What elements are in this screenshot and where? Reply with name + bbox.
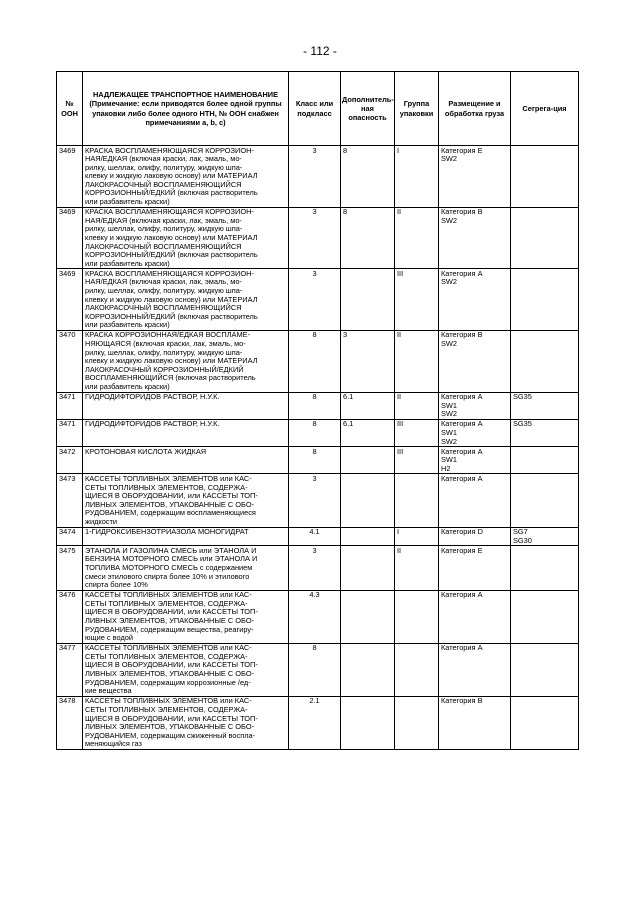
stowage-cell: Категория A: [439, 590, 511, 643]
table-row: [57, 696, 579, 749]
subsidiary-risk-cell: [341, 474, 395, 527]
packing-group-cell: [395, 590, 439, 643]
segregation-cell: [511, 590, 579, 643]
stowage-cell: Категория E: [439, 546, 511, 590]
class-cell: 4.1: [289, 527, 341, 546]
class-cell: 8: [289, 447, 341, 474]
un-number-cell: 3475: [57, 546, 83, 590]
packing-group-cell: III: [395, 419, 439, 446]
header-segregation: Сегрега-ция: [511, 72, 579, 146]
header-proper-shipping-name: [83, 72, 289, 146]
stowage-cell: Категория A SW1 SW2: [439, 419, 511, 446]
table-row: [57, 419, 579, 446]
class-cell: 8: [289, 392, 341, 419]
shipping-name-cell: КАССЕТЫ ТОПЛИВНЫХ ЭЛЕМЕНТОВ или КАС- СЕТЫ ТОПЛИВНЫХ ЭЛЕМЕНТОВ, СОДЕРЖА- ЩИЕСЯ В ОБОРУДОВАНИИ, или КАССЕТЫ ТОП- ЛИВНЫХ ЭЛЕМЕНТОВ, УПАКОВАННЫЕ С ОБО- РУДОВАНИЕМ, содержащим воспламеняющиеся жидкости: [83, 474, 289, 527]
table-row: [57, 447, 579, 474]
segregation-cell: [511, 474, 579, 527]
class-cell: 3: [289, 146, 341, 208]
table-row: [57, 590, 579, 643]
shipping-name-cell: КАССЕТЫ ТОПЛИВНЫХ ЭЛЕМЕНТОВ или КАС- СЕТЫ ТОПЛИВНЫХ ЭЛЕМЕНТОВ, СОДЕРЖА- ЩИЕСЯ В ОБОРУДОВАНИИ, или КАССЕТЫ ТОП- ЛИВНЫХ ЭЛЕМЕНТОВ, УПАКОВАННЫЕ С ОБО- РУДОВАНИЕМ, содержащим коррозионные /ед- кие вещества: [83, 643, 289, 696]
class-cell: 4.3: [289, 590, 341, 643]
segregation-cell: [511, 146, 579, 208]
segregation-cell: [511, 546, 579, 590]
un-number-cell: 3476: [57, 590, 83, 643]
subsidiary-risk-cell: [341, 527, 395, 546]
shipping-name-cell: ГИДРОДИФТОРИДОВ РАСТВОР, Н.У.К.: [83, 419, 289, 446]
packing-group-cell: I: [395, 146, 439, 208]
stowage-cell: Категория A SW1 H2: [439, 447, 511, 474]
packing-group-cell: I: [395, 527, 439, 546]
stowage-cell: Категория D: [439, 527, 511, 546]
packing-group-cell: [395, 474, 439, 527]
packing-group-cell: II: [395, 207, 439, 269]
table-header-row: [57, 72, 579, 146]
segregation-cell: [511, 696, 579, 749]
class-cell: 8: [289, 419, 341, 446]
subsidiary-risk-cell: [341, 590, 395, 643]
header-packing-group: Группа упаковки: [395, 72, 439, 146]
stowage-cell: Категория A: [439, 474, 511, 527]
shipping-name-cell: КАССЕТЫ ТОПЛИВНЫХ ЭЛЕМЕНТОВ или КАС- СЕТЫ ТОПЛИВНЫХ ЭЛЕМЕНТОВ, СОДЕРЖА- ЩИЕСЯ В ОБОРУДОВАНИИ, или КАССЕТЫ ТОП- ЛИВНЫХ ЭЛЕМЕНТОВ, УПАКОВАННЫЕ С ОБО- РУДОВАНИЕМ, содержащим сжиженный воспла- меняющийся газ: [83, 696, 289, 749]
subsidiary-risk-cell: [341, 447, 395, 474]
page-number: - 112 -: [303, 44, 337, 58]
stowage-cell: Категория A SW1 SW2: [439, 392, 511, 419]
shipping-name-cell: КРАСКА ВОСПЛАМЕНЯЮЩАЯСЯ КОРРОЗИОН- НАЯ/ЕДКАЯ (включая краски, лак, эмаль, мо- рилку, шеллак, олифу, политуру, жидкую шпа- клевку и жидкую лаковую основу) или МАТЕРИАЛ ЛАКОКРАСОЧНЫЙ ВОСПЛАМЕНЯЮЩИЙСЯ КОРРОЗИОННЫЙ/ЕДКИЙ (включая растворитель или разбавитель краски): [83, 269, 289, 331]
segregation-cell: SG35: [511, 392, 579, 419]
un-number-cell: 3472: [57, 447, 83, 474]
packing-group-cell: III: [395, 269, 439, 331]
stowage-cell: Категория B: [439, 696, 511, 749]
table-row: [57, 146, 579, 208]
stowage-cell: Категория B SW2: [439, 330, 511, 392]
segregation-cell: SG7 SG30: [511, 527, 579, 546]
segregation-cell: [511, 269, 579, 331]
subsidiary-risk-cell: [341, 546, 395, 590]
subsidiary-risk-cell: 3: [341, 330, 395, 392]
packing-group-cell: II: [395, 330, 439, 392]
stowage-cell: Категория B SW2: [439, 207, 511, 269]
shipping-name-cell: 1-ГИДРОКСИБЕНЗОТРИАЗОЛА МОНОГИДРАТ: [83, 527, 289, 546]
subsidiary-risk-cell: [341, 696, 395, 749]
un-number-cell: 3469: [57, 269, 83, 331]
segregation-cell: SG35: [511, 419, 579, 446]
un-number-cell: 3474: [57, 527, 83, 546]
table-row: [57, 269, 579, 331]
subsidiary-risk-cell: 6.1: [341, 419, 395, 446]
table-row: [57, 546, 579, 590]
class-cell: 8: [289, 330, 341, 392]
table-row: [57, 392, 579, 419]
class-cell: 3: [289, 546, 341, 590]
table-row: [57, 207, 579, 269]
packing-group-cell: III: [395, 447, 439, 474]
stowage-cell: Категория E SW2: [439, 146, 511, 208]
un-number-cell: 3473: [57, 474, 83, 527]
un-number-cell: 3471: [57, 419, 83, 446]
table-row: [57, 643, 579, 696]
segregation-cell: [511, 330, 579, 392]
un-number-cell: 3469: [57, 146, 83, 208]
un-number-cell: 3477: [57, 643, 83, 696]
table-row: [57, 330, 579, 392]
table-row: [57, 527, 579, 546]
subsidiary-risk-cell: 8: [341, 146, 395, 208]
class-cell: 2.1: [289, 696, 341, 749]
shipping-name-cell: КРАСКА КОРРОЗИОННАЯ/ЕДКАЯ ВОСПЛАМЕ- НЯЮЩАЯСЯ (включая краски, лак, эмаль, мо- рилку, шеллак, олифу, политуру, жидкую шпа- клевку и жидкую лаковую основу) или МАТЕРИАЛ ЛАКОКРАСОЧНЫЙ КОРРОЗИОННЫЙ/ЕДКИЙ ВОСПЛАМЕНЯЮЩИЙСЯ (включая растворитель или разбавитель краски): [83, 330, 289, 392]
subsidiary-risk-cell: 8: [341, 207, 395, 269]
shipping-name-cell: КРАСКА ВОСПЛАМЕНЯЮЩАЯСЯ КОРРОЗИОН- НАЯ/ЕДКАЯ (включая краски, лак, эмаль, мо- рилку, шеллак, олифу, политуру, жидкую шпа- клевку и жидкую лаковую основу) или МАТЕРИАЛ ЛАКОКРАСОЧНЫЙ ВОСПЛАМЕНЯЮЩИЙСЯ КОРРОЗИОННЫЙ/ЕДКИЙ (включая растворитель или разбавитель краски): [83, 146, 289, 208]
packing-group-cell: [395, 643, 439, 696]
un-number-cell: 3471: [57, 392, 83, 419]
shipping-name-cell: КРАСКА ВОСПЛАМЕНЯЮЩАЯСЯ КОРРОЗИОН- НАЯ/ЕДКАЯ (включая краски, лак, эмаль, мо- рилку, шеллак, олифу, политуру, жидкую шпа- клевку и жидкую лаковую основу) или МАТЕРИАЛ ЛАКОКРАСОЧНЫЙ ВОСПЛАМЕНЯЮЩИЙСЯ КОРРОЗИОННЫЙ/ЕДКИЙ (включая растворитель или разбавитель краски): [83, 207, 289, 269]
header-name-title: НАДЛЕЖАЩЕЕ ТРАНСПОРТНОЕ НАИМЕНОВАНИЕ: [92, 90, 279, 100]
shipping-name-cell: КРОТОНОВАЯ КИСЛОТА ЖИДКАЯ: [83, 447, 289, 474]
stowage-cell: Категория A: [439, 643, 511, 696]
shipping-name-cell: ГИДРОДИФТОРИДОВ РАСТВОР, Н.У.К.: [83, 392, 289, 419]
header-subsidiary-risk: Дополнитель-ная опасность: [341, 72, 395, 146]
class-cell: 3: [289, 474, 341, 527]
un-number-cell: 3470: [57, 330, 83, 392]
shipping-name-cell: ЭТАНОЛА И ГАЗОЛИНА СМЕСЬ или ЭТАНОЛА И БЕНЗИНА МОТОРНОГО СМЕСЬ или ЭТАНОЛА И ТОПЛИВА МОТОРНОГО СМЕСЬ с содержанием смеси этилового спирта более 10% и этилового спирта более 10%: [83, 546, 289, 590]
packing-group-cell: [395, 696, 439, 749]
subsidiary-risk-cell: 6.1: [341, 392, 395, 419]
segregation-cell: [511, 447, 579, 474]
table-row: [57, 474, 579, 527]
segregation-cell: [511, 643, 579, 696]
header-un-number: № ООН: [57, 72, 83, 146]
segregation-cell: [511, 207, 579, 269]
shipping-name-cell: КАССЕТЫ ТОПЛИВНЫХ ЭЛЕМЕНТОВ или КАС- СЕТЫ ТОПЛИВНЫХ ЭЛЕМЕНТОВ, СОДЕРЖА- ЩИЕСЯ В ОБОРУДОВАНИИ, или КАССЕТЫ ТОП- ЛИВНЫХ ЭЛЕМЕНТОВ, УПАКОВАННЫЕ С ОБО- РУДОВАНИЕМ, содержащим вещества, реагиру- ющие с водой: [83, 590, 289, 643]
un-number-cell: 3469: [57, 207, 83, 269]
packing-group-cell: II: [395, 392, 439, 419]
class-cell: 3: [289, 207, 341, 269]
dangerous-goods-table: [56, 71, 579, 750]
subsidiary-risk-cell: [341, 269, 395, 331]
packing-group-cell: II: [395, 546, 439, 590]
header-name-note: (Примечание: если приводятся более одной группы упаковки либо более одного НТН, № ООН снабжен примечаниями a, b, c): [89, 99, 282, 127]
header-stowage: Размещение и обработка груза: [439, 72, 511, 146]
class-cell: 8: [289, 643, 341, 696]
class-cell: 3: [289, 269, 341, 331]
subsidiary-risk-cell: [341, 643, 395, 696]
stowage-cell: Категория A SW2: [439, 269, 511, 331]
un-number-cell: 3478: [57, 696, 83, 749]
header-class: Класс или подкласс: [289, 72, 341, 146]
